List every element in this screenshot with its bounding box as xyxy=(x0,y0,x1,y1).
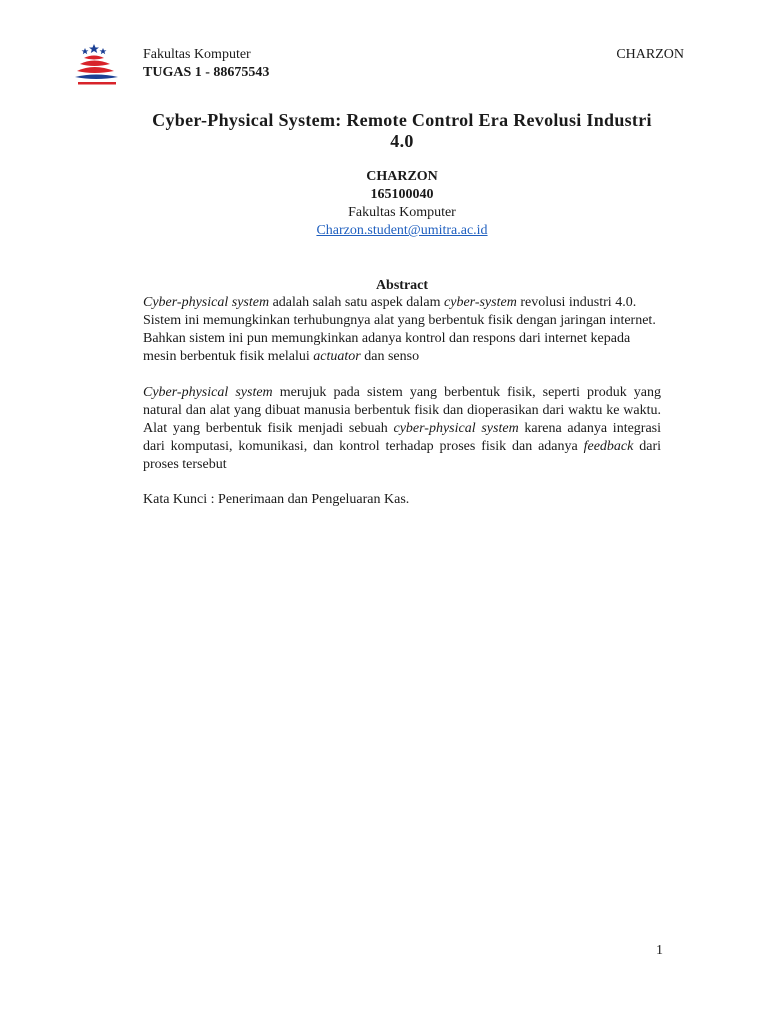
p1-text-b: revolusi industri 4.0. Sistem ini memungkinkan terhubungnya alat yang berbentuk fisik dengan jaringan internet. Bahkan sistem ini pun memungkinkan adanya kontrol dan respons dari internet kepada mesin berbentuk fisik melalui xyxy=(143,295,656,364)
header-task: TUGAS 1 - 88675543 xyxy=(143,65,270,80)
p2-text-c: dari proses tersebut xyxy=(143,439,662,472)
abstract-paragraph-2 xyxy=(143,384,661,474)
p2-text-b: karena adanya integrasi dari komputasi, komunikasi, dan kontrol terhadap proses fisik dan adanya xyxy=(143,421,662,454)
page-number: 1 xyxy=(656,943,663,958)
header-left xyxy=(143,46,269,82)
university-logo-icon xyxy=(72,42,122,90)
page-title: Cyber-Physical System: Remote Control Era Revolusi Industri 4.0 xyxy=(152,110,652,151)
term-actuator: actuator xyxy=(313,349,361,364)
author-name: CHARZON xyxy=(366,169,438,184)
term-cps: Cyber-physical system xyxy=(143,295,270,310)
term-feedback: feedback xyxy=(583,439,634,454)
abstract-heading: Abstract xyxy=(375,278,429,293)
term-cyber-system: cyber-system xyxy=(444,295,517,310)
author-faculty: Fakultas Komputer xyxy=(348,205,456,220)
author-nim: 165100040 xyxy=(370,187,434,202)
p1-text-a: adalah salah satu aspek dalam xyxy=(269,295,445,310)
header-faculty: Fakultas Komputer xyxy=(143,47,251,62)
header-right: CHARZON xyxy=(616,47,684,62)
p1-text-c: dan senso xyxy=(360,349,420,364)
abstract-paragraph-1 xyxy=(143,294,661,366)
author-block xyxy=(143,168,661,240)
term-cps-3: cyber-physical system xyxy=(393,421,519,436)
term-cps-2: Cyber-physical system xyxy=(143,385,273,400)
p2-text-a: merujuk pada sistem yang berbentuk fisik, seperti produk yang natural dan alat yang dibuat manusia berbentuk fisik dan dioperasikan dari waktu ke waktu. Alat yang berbentuk fisik menjadi sebuah xyxy=(143,385,661,436)
author-email-link[interactable]: Charzon.student@umitra.ac.id xyxy=(316,223,488,238)
keywords: Kata Kunci : Penerimaan dan Pengeluaran Kas. xyxy=(143,492,410,507)
